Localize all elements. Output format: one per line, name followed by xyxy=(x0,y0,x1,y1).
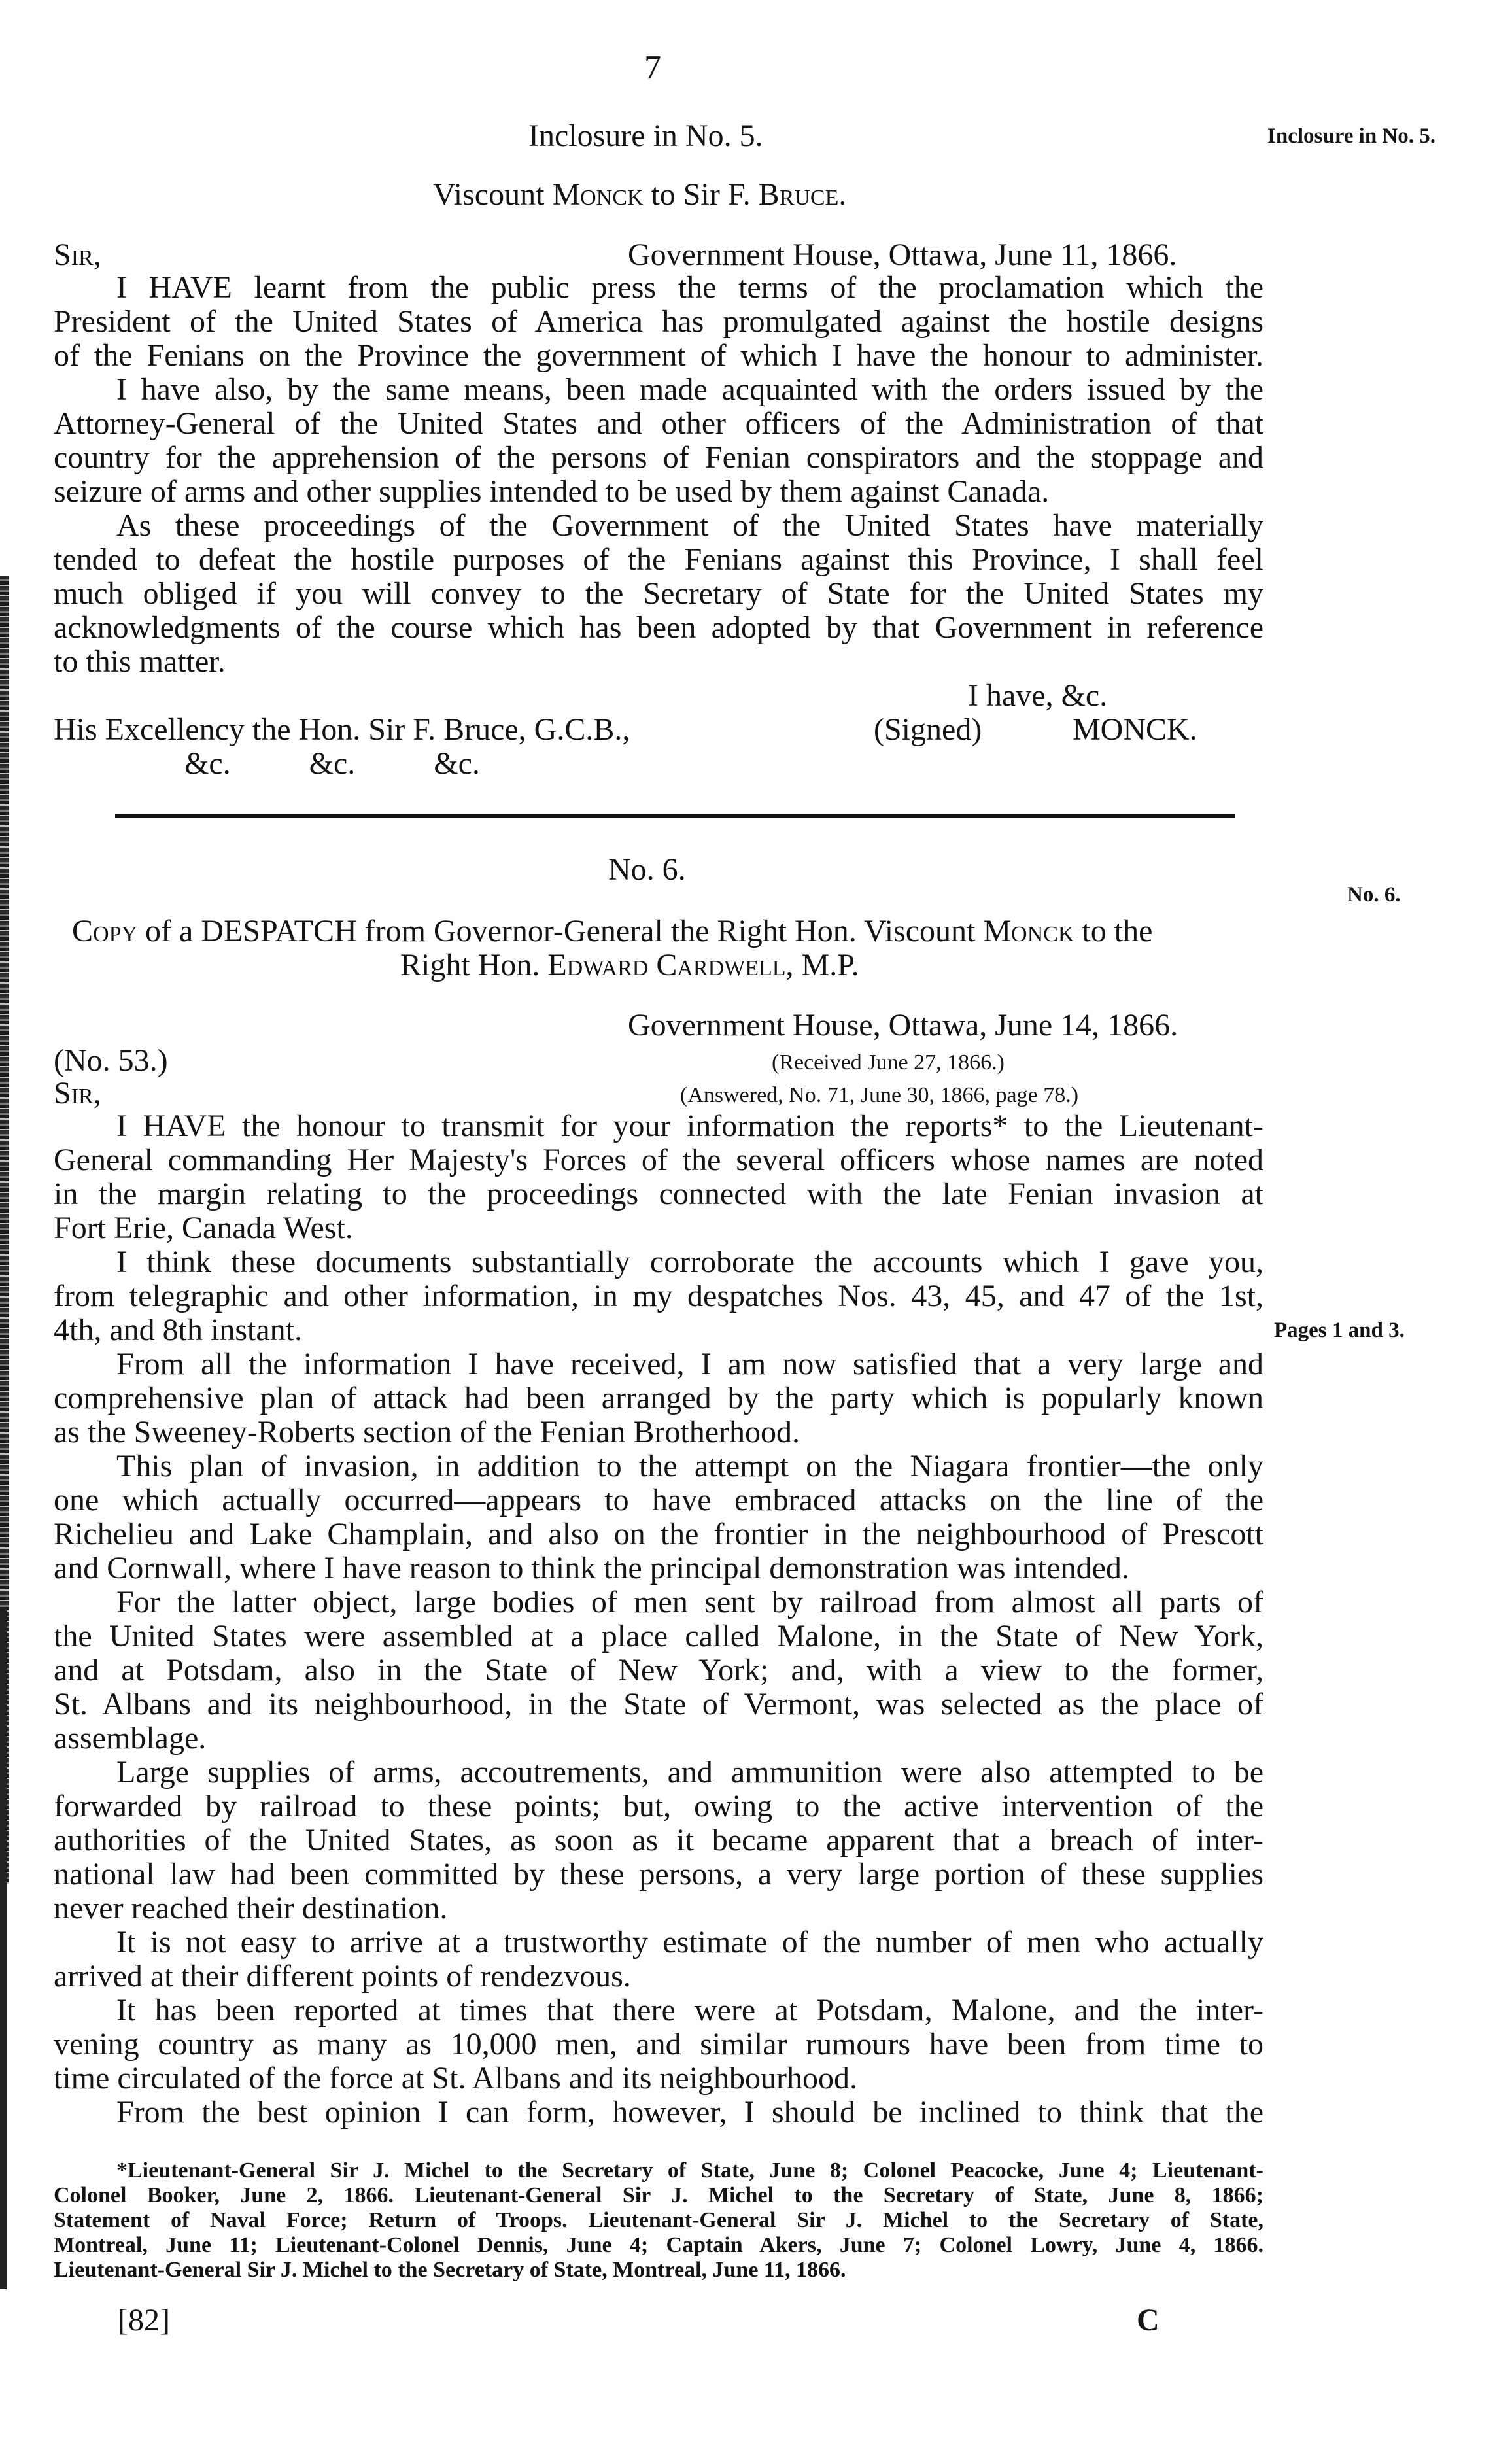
title2-pre: Right Hon. xyxy=(400,948,548,982)
inclosure-signed-name: MONCK. xyxy=(1073,712,1197,747)
no6-line: St. Albans and its neighbourhood, in the State of Vermont, was selected as the place of xyxy=(54,1687,1263,1721)
title2-cardwell: Edward Cardwell xyxy=(547,948,786,982)
inclosure-line: Attorney-General of the United States and other officers of the Administration of that xyxy=(54,406,1263,441)
section-divider xyxy=(115,814,1235,818)
subheading-end: . xyxy=(838,177,847,212)
title-rest: of a DESPATCH from Governor-General the Right Hon. Viscount xyxy=(137,914,984,948)
no6-salutation: Sir, xyxy=(54,1076,101,1111)
binding-edge-lower xyxy=(0,1609,7,2289)
signature-mark: [82] xyxy=(118,2303,170,2338)
footnote-line: Colonel Booker, June 2, 1866. Lieutenant-General Sir J. Michel to the Secretary of State, June 8, 1866; xyxy=(54,2183,1263,2207)
subheading-bruce: Bruce xyxy=(758,177,839,212)
inclosure-line: country for the apprehension of the persons of Fenian conspirators and the stoppage and xyxy=(54,440,1263,475)
inclosure-line: of the Fenians on the Province the government of which I have the honour to administer. xyxy=(54,338,1263,373)
no6-line: I HAVE the honour to transmit for your information the reports* to the Lieutenant- xyxy=(116,1109,1263,1143)
footnote-line: Montreal, June 11; Lieutenant-Colonel Dennis, June 4; Captain Akers, June 7; Colonel Lowry, June 4, 1866. xyxy=(54,2233,1263,2257)
footnote-line: Statement of Naval Force; Return of Troops. Lieutenant-General Sir J. Michel to the Secretary of State, xyxy=(54,2208,1263,2232)
no6-line: assemblage. xyxy=(54,1721,207,1755)
no6-line: time circulated of the force at St. Albans and its neighbourhood. xyxy=(54,2061,858,2096)
inclosure-line: to this matter. xyxy=(54,644,226,679)
no6-line: For the latter object, large bodies of men sent by railroad from almost all parts of xyxy=(116,1585,1263,1619)
no6-line: and at Potsdam, also in the State of New York; and, with a view to the former, xyxy=(54,1653,1263,1687)
no6-line: This plan of invasion, in addition to the attempt on the Niagara frontier—the only xyxy=(116,1449,1263,1483)
inclosure-subheading xyxy=(433,177,846,213)
page-number: 7 xyxy=(644,49,661,86)
title-copy: Copy xyxy=(72,914,138,948)
inclosure-line: seizure of arms and other supplies intended to be used by them against Canada. xyxy=(54,474,1050,509)
title-end: to the xyxy=(1074,914,1153,948)
title-monck: Monck xyxy=(983,914,1074,948)
no6-line: comprehensive plan of attack had been arranged by the party which is popularly known xyxy=(54,1381,1263,1415)
no6-line: one which actually occurred—appears to have embraced attacks on the line of the xyxy=(54,1483,1263,1517)
no6-place-date: Government House, Ottawa, June 14, 1866. xyxy=(628,1008,1178,1043)
no6-line: and Cornwall, where I have reason to think the principal demonstration was intended. xyxy=(54,1551,1129,1585)
subheading-pre: Viscount xyxy=(433,177,553,212)
no6-heading: No. 6. xyxy=(608,852,686,887)
no6-line: Fort Erie, Canada West. xyxy=(54,1211,353,1245)
inclosure-line: much obliged if you will convey to the Secretary of State for the United States my xyxy=(54,576,1263,611)
no6-answered: (Answered, No. 71, June 30, 1866, page 78.) xyxy=(680,1083,1079,1107)
margin-note-pages: Pages 1 and 3. xyxy=(1274,1319,1405,1342)
no6-line: arrived at their different points of rendezvous. xyxy=(54,1959,631,1994)
no6-title-line2 xyxy=(400,947,859,983)
no6-line: 4th, and 8th instant. xyxy=(54,1313,302,1347)
inclosure-line: tended to defeat the hostile purposes of the Fenians against this Province, I shall feel xyxy=(54,542,1263,577)
no6-line: the United States were assembled at a place called Malone, in the State of New York, xyxy=(54,1619,1263,1653)
footnote-line: Lieutenant-General Sir J. Michel to the Secretary of State, Montreal, June 11, 1866. xyxy=(54,2258,846,2282)
no6-line: It is not easy to arrive at a trustworthy estimate of the number of men who actually xyxy=(116,1925,1263,1960)
inclosure-line: As these proceedings of the Government of the United States have materially xyxy=(116,508,1263,543)
subheading-mid: to Sir F. xyxy=(643,177,759,212)
no6-line: never reached their destination. xyxy=(54,1891,448,1926)
no6-line: Richelieu and Lake Champlain, and also on the frontier in the neighbourhood of Prescott xyxy=(54,1517,1263,1551)
no6-line: Large supplies of arms, accoutrements, and ammunition were also attempted to be xyxy=(116,1755,1263,1789)
sheet-letter: C xyxy=(1137,2303,1160,2338)
inclosure-line: I have also, by the same means, been made acquainted with the orders issued by the xyxy=(116,372,1263,407)
no6-number: (No. 53.) xyxy=(54,1043,168,1078)
inclosure-place-date: Government House, Ottawa, June 11, 1866. xyxy=(628,237,1177,272)
no6-received: (Received June 27, 1866.) xyxy=(772,1050,1005,1075)
subheading-monck: Monck xyxy=(552,177,644,212)
margin-note-no6: No. 6. xyxy=(1347,883,1401,907)
inclosure-line: I HAVE learnt from the public press the terms of the proclamation which the xyxy=(116,270,1263,305)
no6-title-line1 xyxy=(72,913,1152,949)
no6-line: as the Sweeney-Roberts section of the Fenian Brotherhood. xyxy=(54,1415,800,1449)
inclosure-etc: &c. &c. &c. xyxy=(184,746,480,781)
no6-line: From the best opinion I can form, however, I should be inclined to think that the xyxy=(116,2095,1263,2130)
inclosure-salutation: Sir, xyxy=(54,237,101,272)
inclosure-signed-label: (Signed) xyxy=(874,712,982,747)
inclosure-line: acknowledgments of the course which has been adopted by that Government in reference xyxy=(54,610,1263,645)
title2-end: , M.P. xyxy=(785,948,859,982)
no6-line: I think these documents substantially corroborate the accounts which I gave you, xyxy=(116,1245,1263,1279)
inclosure-addressee: His Excellency the Hon. Sir F. Bruce, G.C.B., xyxy=(54,712,630,747)
no6-line: From all the information I have received, I am now satisfied that a very large and xyxy=(116,1347,1263,1381)
no6-line: General commanding Her Majesty's Forces of the several officers whose names are noted xyxy=(54,1143,1263,1177)
no6-line: national law had been committed by these persons, a very large portion of these supplies xyxy=(54,1857,1263,1892)
inclosure-heading: Inclosure in No. 5. xyxy=(528,118,763,153)
no6-line: from telegraphic and other information, in my despatches Nos. 43, 45, and 47 of the 1st, xyxy=(54,1279,1263,1313)
no6-line: authorities of the United States, as soon as it became apparent that a breach of inter- xyxy=(54,1823,1263,1858)
no6-line: forwarded by railroad to these points; but, owing to the active intervention of the xyxy=(54,1789,1263,1823)
margin-note-inclosure: Inclosure in No. 5. xyxy=(1267,124,1436,148)
inclosure-line: President of the United States of America has promulgated against the hostile designs xyxy=(54,304,1263,339)
no6-line: in the margin relating to the proceedings connected with the late Fenian invasion at xyxy=(54,1177,1263,1211)
footnote-line: *Lieutenant-General Sir J. Michel to the Secretary of State, June 8; Colonel Peacocke, June 4; Lieutenant- xyxy=(116,2158,1263,2183)
inclosure-closing: I have, &c. xyxy=(968,678,1108,713)
no6-line: vening country as many as 10,000 men, and similar rumours have been from time to xyxy=(54,2027,1263,2062)
no6-line: It has been reported at times that there were at Potsdam, Malone, and the inter- xyxy=(116,1993,1263,2028)
